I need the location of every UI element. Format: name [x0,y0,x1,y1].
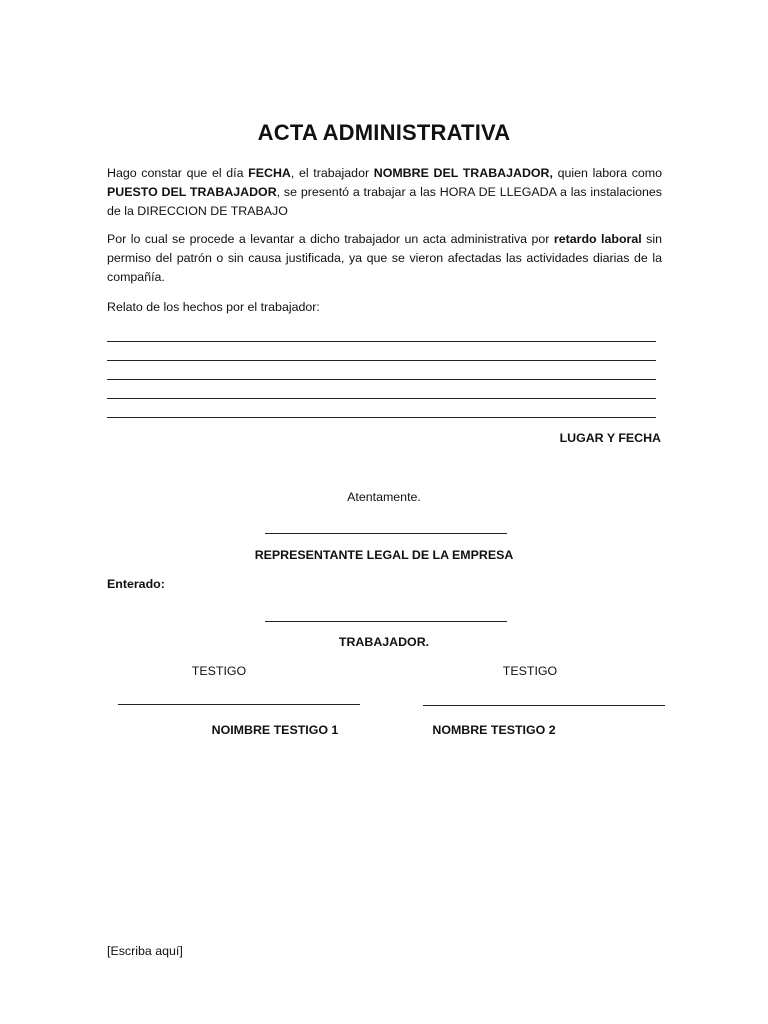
testigo-1-signature-line[interactable] [118,704,360,705]
footer-placeholder[interactable]: [Escriba aquí] [107,944,183,958]
paragraph-text: , el trabajador [290,166,374,180]
puesto-trabajador-field: PUESTO DEL TRABAJADOR [107,185,277,199]
trabajador-signature-line[interactable] [265,621,507,622]
lugar-y-fecha: LUGAR Y FECHA [559,431,661,445]
testigo-right-label: TESTIGO [502,664,558,678]
paragraph-text: , se presentó a trabajar a las HORA DE LLEGADA a las instalaciones de la DIRECCION DE TRABAJO [107,185,662,218]
relato-fill-line[interactable] [107,379,656,380]
paragraph-text: quien labora como [552,166,663,180]
relato-fill-line[interactable] [107,360,656,361]
relato-fill-line[interactable] [107,398,656,399]
paragraph-text: Hago constar que el día [107,166,249,180]
paragraph-text: sin permiso del patrón o sin causa justificada, ya que se vieron afectadas las actividades diarias de la compañía. [107,232,662,284]
nombre-testigo-2-label: NOMBRE TESTIGO 2 [432,723,556,737]
atentamente-text: Atentamente. [347,490,421,504]
retardo-laboral-text: retardo laboral [553,232,642,246]
relato-fill-line[interactable] [107,341,656,342]
paragraph-text: Por lo cual se procede a levantar a dicho trabajador un acta administrativa por [107,232,554,246]
testigo-left-label: TESTIGO [191,664,247,678]
testigo-2-signature-line[interactable] [423,705,665,706]
paragraph-constancia [107,164,662,221]
relato-fill-line[interactable] [107,417,656,418]
representante-legal-label: REPRESENTANTE LEGAL DE LA EMPRESA [254,548,514,562]
nombre-trabajador-field: NOMBRE DEL TRABAJADOR, [373,166,553,180]
paragraph-procedimiento [107,230,662,287]
representante-signature-line[interactable] [265,533,507,534]
trabajador-label: TRABAJADOR. [338,635,430,649]
relato-label: Relato de los hechos por el trabajador: [107,300,320,314]
nombre-testigo-1-label: NOIMBRE TESTIGO 1 [211,723,339,737]
enterado-label: Enterado: [107,577,165,591]
document-title: ACTA ADMINISTRATIVA [257,120,511,145]
fecha-field: FECHA [248,166,291,180]
